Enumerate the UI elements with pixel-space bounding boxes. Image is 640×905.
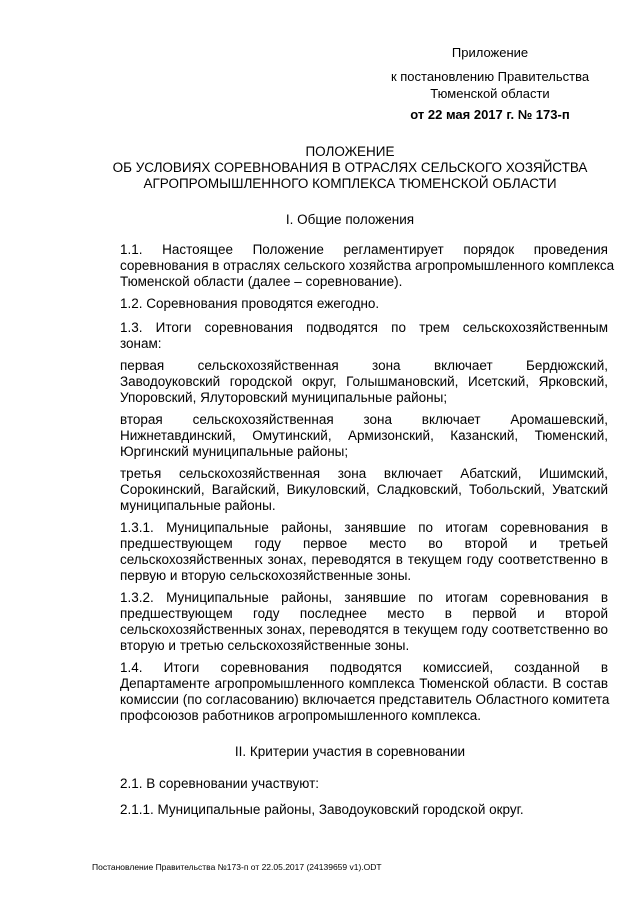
paragraph-line: вторую и третью сельскохозяйственные зоны. bbox=[120, 638, 410, 653]
paragraph-line: муниципальные районы. bbox=[120, 498, 276, 513]
zone-2-paragraph bbox=[120, 412, 608, 460]
paragraph-line: предшествующем году последнее место в первой и второй bbox=[120, 606, 608, 621]
paragraph-1-3 bbox=[120, 320, 608, 352]
appendix-region: Тюменской области bbox=[430, 86, 550, 101]
appendix-date-number: от 22 мая 2017 г. № 173-п bbox=[410, 107, 570, 122]
paragraph-line: Сорокинский, Вагайский, Викуловский, Сладковский, Тобольский, Уватский bbox=[120, 482, 608, 497]
paragraph-line: Упоровский, Ялуторовский муниципальные районы; bbox=[120, 390, 448, 405]
paragraph-line: 1.2. Соревнования проводятся ежегодно. bbox=[120, 296, 380, 311]
paragraph-1-1 bbox=[120, 242, 615, 290]
paragraph-1-3-1 bbox=[120, 520, 608, 584]
appendix-resolution bbox=[360, 68, 620, 102]
document-title bbox=[0, 144, 640, 192]
paragraph-line: первую и вторую сельскохозяйственные зоны. bbox=[120, 568, 412, 583]
paragraph-2-1-1 bbox=[120, 802, 608, 818]
paragraph-line: 1.3. Итоги соревнования подводятся по трем сельскохозяйственным bbox=[120, 320, 608, 335]
title-line-3: АГРОПРОМЫШЛЕННОГО КОМПЛЕКСА ТЮМЕНСКОЙ ОБЛАСТИ bbox=[143, 176, 557, 191]
section-2-heading: II. Критерии участия в соревновании bbox=[234, 744, 466, 759]
title-line-2: ОБ УСЛОВИЯХ СОРЕВНОВАНИЯ В ОТРАСЛЯХ СЕЛЬСКОГО ХОЗЯЙСТВА bbox=[112, 160, 588, 175]
paragraph-line: третья сельскохозяйственная зона включает Абатский, Ишимский, bbox=[120, 466, 608, 481]
paragraph-line: 1.1. Настоящее Положение регламентирует порядок проведения bbox=[120, 242, 608, 257]
paragraph-line: Нижнетавдинский, Омутинский, Армизонский, Казанский, Тюменский, bbox=[120, 428, 608, 443]
paragraph-line: 1.3.2. Муниципальные районы, занявшие по итогам соревнования в bbox=[120, 590, 608, 605]
title-line-1: ПОЛОЖЕНИЕ bbox=[305, 144, 395, 159]
paragraph-1-2 bbox=[120, 296, 608, 312]
document-footer: Постановление Правительства №173-п от 22.05.2017 (24139659 v1).ODT bbox=[92, 862, 382, 872]
paragraph-line: Департаменте агропромышленного комплекса Тюменской области. В состав bbox=[120, 676, 608, 691]
paragraph-1-3-2 bbox=[120, 590, 608, 654]
paragraph-line: вторая сельскохозяйственная зона включает Аромашевский, bbox=[120, 412, 608, 427]
paragraph-line: Заводоуковский городской округ, Голышмановский, Исетский, Ярковский, bbox=[120, 374, 608, 389]
paragraph-line: предшествующем году первое место во второй и третьей bbox=[120, 536, 608, 551]
paragraph-line: Тюменской области (далее – соревнование). bbox=[120, 274, 403, 289]
zone-1-paragraph bbox=[120, 358, 608, 406]
paragraph-2-1 bbox=[120, 776, 608, 792]
paragraph-line: зонам: bbox=[120, 336, 162, 351]
paragraph-line: 2.1. В соревновании участвуют: bbox=[120, 776, 320, 791]
appendix-to-resolution: к постановлению Правительства bbox=[390, 69, 590, 84]
paragraph-line: сельскохозяйственных зонах, переводятся в текущем году соответственно в bbox=[120, 552, 608, 567]
paragraph-line: 2.1.1. Муниципальные районы, Заводоуковский городской округ. bbox=[120, 802, 524, 817]
paragraph-line: 1.3.1. Муниципальные районы, занявшие по итогам соревнования в bbox=[120, 520, 608, 535]
zone-3-paragraph bbox=[120, 466, 608, 514]
paragraph-line: профсоюзов работников агропромышленного комплекса. bbox=[120, 708, 481, 723]
appendix-header bbox=[360, 44, 620, 61]
appendix-date bbox=[360, 106, 620, 123]
paragraph-line: комиссии (по согласованию) включается представитель Областного комитета bbox=[120, 692, 610, 707]
paragraph-1-4 bbox=[120, 660, 608, 724]
paragraph-line: Юргинский муниципальные районы; bbox=[120, 444, 349, 459]
section-1-heading: I. Общие положения bbox=[285, 212, 415, 227]
paragraph-line: 1.4. Итоги соревнования подводятся комиссией, созданной в bbox=[120, 660, 608, 675]
paragraph-line: сельскохозяйственных зонах, переводятся в текущем году соответственно во bbox=[120, 622, 608, 637]
paragraph-line: первая сельскохозяйственная зона включает Бердюжский, bbox=[120, 358, 608, 373]
paragraph-line: соревнования в отраслях сельского хозяйства агропромышленного комплекса bbox=[120, 258, 615, 273]
appendix-label: Приложение bbox=[451, 45, 529, 60]
